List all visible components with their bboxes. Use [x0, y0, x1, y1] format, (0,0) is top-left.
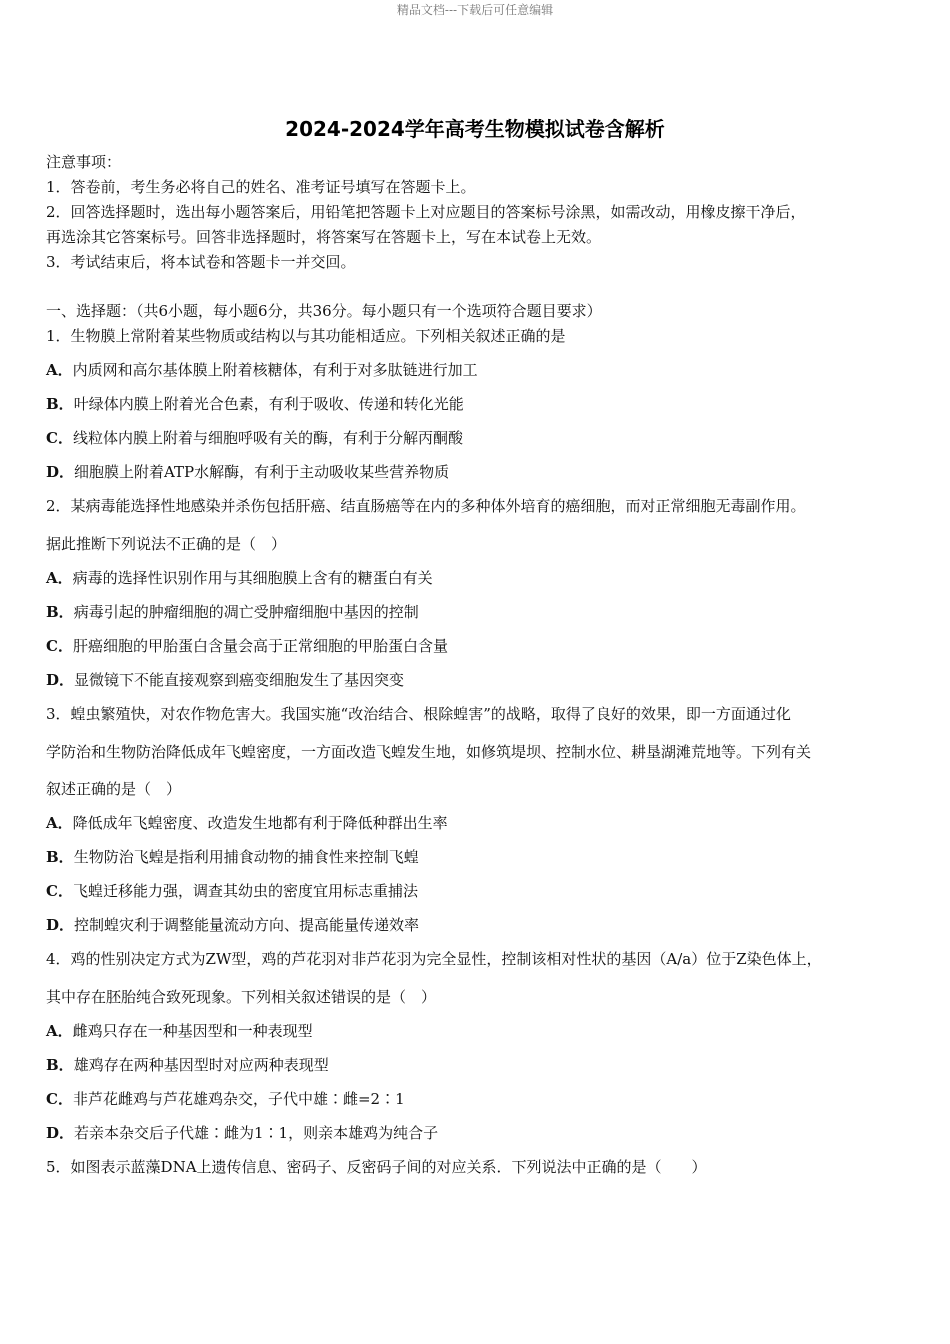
question-option: [46, 603, 419, 621]
question-stem: 据此推断下列说法不正确的是（ ）: [46, 535, 287, 553]
option-text: 生物防治飞蝗是指利用捕食动物的捕食性来控制飞蝗: [73, 848, 419, 866]
option-label: C．: [46, 1090, 73, 1108]
option-text: 降低成年飞蝗密度、改造发生地都有利于降低种群出生率: [72, 814, 448, 832]
option-label: A．: [46, 361, 73, 379]
notice-item: 再选涂其它答案标号。回答非选择题时，将答案写在答题卡上，写在本试卷上无效。: [46, 228, 602, 246]
option-text: 显微镜下不能直接观察到癌变细胞发生了基因突变: [74, 671, 405, 689]
option-text: 肝癌细胞的甲胎蛋白含量会高于正常细胞的甲胎蛋白含量: [72, 637, 448, 655]
section-heading: 一、选择题：（共6小题，每小题6分，共36分。每小题只有一个选项符合题目要求）: [46, 302, 602, 320]
option-label: D．: [46, 671, 75, 689]
question-option: [46, 1124, 438, 1142]
option-label: C．: [46, 429, 73, 447]
question-option: [46, 1022, 313, 1040]
option-label: D．: [46, 463, 75, 481]
question-option: [46, 1090, 405, 1108]
option-text: 雄鸡存在两种基因型时对应两种表现型: [73, 1056, 329, 1074]
question-stem: 5．如图表示蓝藻DNA上遗传信息、密码子、反密码子间的对应关系．下列说法中正确的是（ ）: [46, 1158, 707, 1176]
page-title: 2024-2024学年高考生物模拟试卷含解析: [285, 117, 665, 141]
option-label: C．: [46, 882, 73, 900]
question-option: [46, 361, 478, 379]
option-text: 叶绿体内膜上附着光合色素，有利于吸收、传递和转化光能: [73, 395, 464, 413]
option-text: 内质网和高尔基体膜上附着核糖体，有利于对多肽链进行加工: [72, 361, 478, 379]
option-text: 病毒引起的肿瘤细胞的凋亡受肿瘤细胞中基因的控制: [73, 603, 419, 621]
option-text: 若亲本杂交后子代雄∶雌为1∶1，则亲本雄鸡为纯合子: [74, 1124, 439, 1142]
notice-item: 1．答卷前，考生务必将自己的姓名、准考证号填写在答题卡上。: [46, 178, 476, 196]
question-stem: 叙述正确的是（ ）: [46, 780, 182, 798]
question-option: [46, 671, 404, 689]
question-option: [46, 569, 433, 587]
option-label: B．: [46, 395, 74, 413]
question-option: [46, 916, 419, 934]
question-option: [46, 637, 448, 655]
option-text: 非芦花雌鸡与芦花雄鸡杂交，子代中雄∶雌=2∶1: [72, 1090, 405, 1108]
option-label: D．: [46, 1124, 75, 1142]
option-label: A．: [46, 814, 73, 832]
option-label: D．: [46, 916, 75, 934]
question-stem: 1．生物膜上常附着某些物质或结构以与其功能相适应。下列相关叙述正确的是: [46, 327, 566, 345]
option-text: 控制蝗灾利于调整能量流动方向、提高能量传递效率: [74, 916, 420, 934]
option-label: C．: [46, 637, 73, 655]
question-option: [46, 395, 464, 413]
question-stem: 2．某病毒能选择性地感染并杀伤包括肝癌、结直肠癌等在内的多种体外培育的癌细胞，而对正常细胞无毒副作用。: [46, 497, 806, 515]
page-header: 精品文档---下载后可任意编辑: [396, 3, 554, 17]
option-text: 雌鸡只存在一种基因型和一种表现型: [72, 1022, 313, 1040]
option-text: 细胞膜上附着ATP水解酶，有利于主动吸收某些营养物质: [74, 463, 450, 481]
question-stem: 学防治和生物防治降低成年飞蝗密度，一方面改造飞蝗发生地，如修筑堤坝、控制水位、耕垦湖滩荒地等。下列有关: [46, 743, 812, 761]
option-label: B．: [46, 848, 74, 866]
question-stem: 其中存在胚胎纯合致死现象。下列相关叙述错误的是（ ）: [46, 988, 437, 1006]
option-label: A．: [46, 569, 73, 587]
question-option: [46, 429, 463, 447]
question-stem: 3．蝗虫繁殖快，对农作物危害大。我国实施“改治结合、根除蝗害”的战略，取得了良好的效果，即一方面通过化: [46, 705, 791, 723]
question-stem: 4．鸡的性别决定方式为ZW型，鸡的芦花羽对非芦花羽为完全显性，控制该相对性状的基因（A/a）位于Z染色体上，: [46, 950, 822, 968]
option-label: A．: [46, 1022, 73, 1040]
option-text: 线粒体内膜上附着与细胞呼吸有关的酶，有利于分解丙酮酸: [72, 429, 463, 447]
option-label: B．: [46, 603, 74, 621]
question-option: [46, 463, 449, 481]
notice-item: 3．考试结束后，将本试卷和答题卡一并交回。: [46, 253, 356, 271]
question-option: [46, 848, 419, 866]
notice-item: 2．回答选择题时，选出每小题答案后，用铅笔把答题卡上对应题目的答案标号涂黑，如需改动，用橡皮擦干净后，: [46, 203, 806, 221]
option-text: 飞蝗迁移能力强，调查其幼虫的密度宜用标志重捕法: [72, 882, 418, 900]
question-option: [46, 882, 418, 900]
option-text: 病毒的选择性识别作用与其细胞膜上含有的糖蛋白有关: [72, 569, 433, 587]
question-option: [46, 814, 448, 832]
notice-heading: 注意事项：: [46, 153, 122, 171]
option-label: B．: [46, 1056, 74, 1074]
question-option: [46, 1056, 329, 1074]
